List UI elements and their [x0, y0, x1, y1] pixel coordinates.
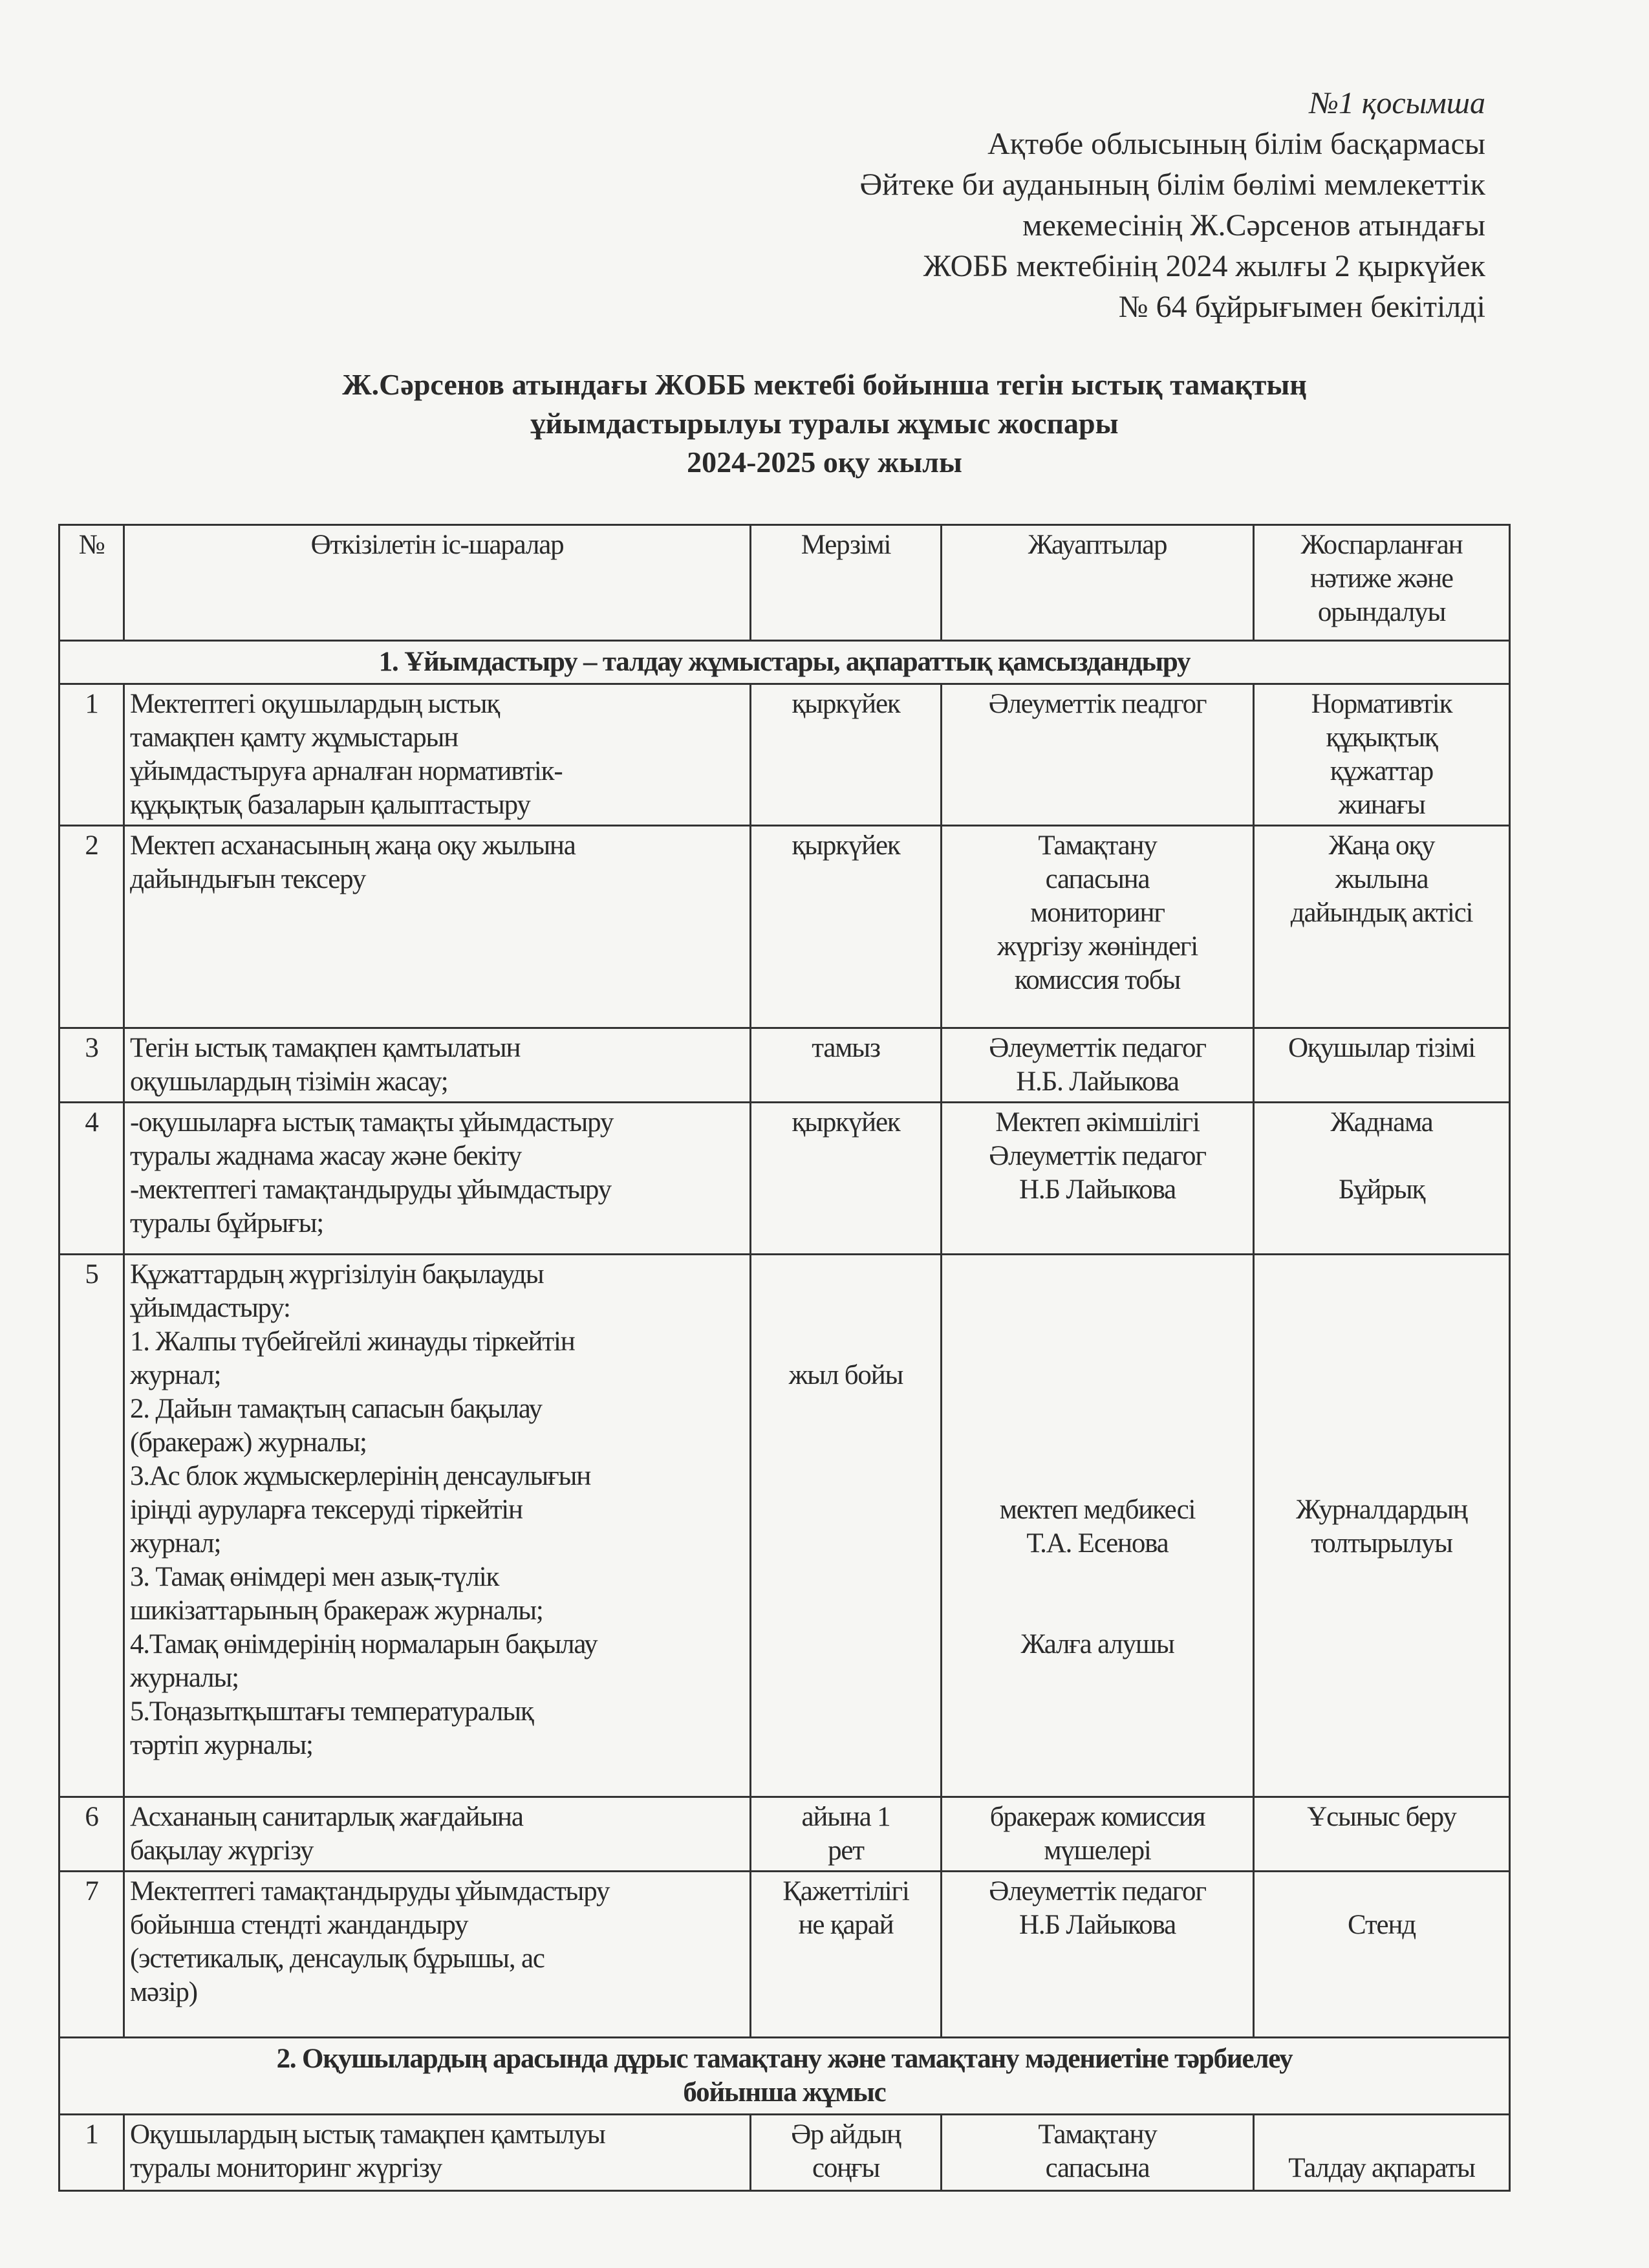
annex-number: №1 қосымша	[1309, 86, 1485, 120]
cell-expected-result: Оқушылар тізімі	[1254, 1028, 1510, 1103]
table-row	[59, 684, 1510, 826]
cell-responsible: Тамақтану сапасына мониторинг жүргізу жөніндегі комиссия тобы	[942, 826, 1254, 1028]
cell-expected-result: Талдау ақпараты	[1254, 2115, 1510, 2191]
table-row	[59, 1103, 1510, 1255]
cell-expected-result: Жаднама Бұйрық	[1254, 1103, 1510, 1255]
cell-deadline: айына 1 рет	[751, 1797, 942, 1872]
cell-row-number: 1	[59, 684, 124, 826]
table-header-row	[59, 525, 1510, 641]
cell-activity: Құжаттардың жүргізілуін бақылауды ұйымдастыру: 1. Жалпы түбейгейлі жинауды тіркейтін журнал; 2. Дайын тамақтың сапасын бақылау (бракераж) журналы; 3.Ас блок жұмыскерлерінің денсаулығын іріңді ауруларға тексеруді тіркейтін журнал; 3. Тамақ өнімдері мен азық-түлік шикізаттарының бракераж журналы; 4.Тамақ өнімдерінің нормаларын бақылау журналы; 5.Тоңазытқыштағы температуралық тәртіп журналы;	[124, 1255, 751, 1797]
cell-expected-result: Нормативтік құқықтық құжаттар жинағы	[1254, 684, 1510, 826]
title-line: 2024-2025 оқу жылы	[687, 446, 962, 479]
approval-line: Әйтеке би ауданының білім бөлімі мемлекеттік	[859, 167, 1485, 202]
document-title	[0, 365, 1649, 482]
cell-responsible: Әлеуметтік педагог Н.Б. Лайыкова	[942, 1028, 1254, 1103]
cell-activity: Оқушылардың ыстық тамақпен қамтылуы туралы мониторинг жүргізу	[124, 2115, 751, 2191]
cell-expected-result: Ұсыныс беру	[1254, 1797, 1510, 1872]
cell-row-number: 7	[59, 1872, 124, 2038]
header-responsible: Жауаптылар	[942, 525, 1254, 641]
cell-activity: Мектептегі тамақтандыруды ұйымдастыру бойынша стендті жандандыру (эстетикалық, денсаулық бұрышы, ас мәзір)	[124, 1872, 751, 2038]
table-row	[59, 2115, 1510, 2191]
section-heading-row	[59, 641, 1510, 684]
title-line: ұйымдастырылуы туралы жұмыс жоспары	[530, 407, 1119, 440]
cell-deadline: қыркүйек	[751, 1103, 942, 1255]
cell-activity: Мектептегі оқушылардың ыстық тамақпен қамту жұмыстарын ұйымдастыруға арналған нормативтік- құқықтық базаларын қалыптастыру	[124, 684, 751, 826]
cell-deadline: қыркүйек	[751, 684, 942, 826]
table-row	[59, 1797, 1510, 1872]
approval-stamp-text	[860, 83, 1486, 327]
table-row	[59, 1028, 1510, 1103]
table-row	[59, 1872, 1510, 2038]
approval-line: ЖОББ мектебінің 2024 жылғы 2 қыркүйек	[923, 249, 1485, 283]
approval-line: мекемесінің Ж.Сәрсенов атындағы	[1022, 208, 1485, 243]
approval-line: Ақтөбе облысының білім басқармасы	[987, 127, 1485, 161]
header-number: №	[59, 525, 124, 641]
cell-responsible: Мектеп әкімшілігі Әлеуметтік педагог Н.Б Лайыкова	[942, 1103, 1254, 1255]
cell-deadline: жыл бойы	[751, 1255, 942, 1797]
cell-activity: -оқушыларға ыстық тамақты ұйымдастыру туралы жаднама жасау және бекіту -мектептегі тамақтандыруды ұйымдастыру туралы бұйрығы;	[124, 1103, 751, 1255]
cell-row-number: 5	[59, 1255, 124, 1797]
cell-responsible: мектеп медбикесі Т.А. Есенова Жалға алушы	[942, 1255, 1254, 1797]
cell-row-number: 2	[59, 826, 124, 1028]
header-expected-result: Жоспарланған нәтиже және орындалуы	[1254, 525, 1510, 641]
header-activities: Өткізілетін іс-шаралар	[124, 525, 751, 641]
cell-row-number: 4	[59, 1103, 124, 1255]
cell-deadline: тамыз	[751, 1028, 942, 1103]
cell-row-number: 1	[59, 2115, 124, 2191]
table-row	[59, 826, 1510, 1028]
cell-expected-result: Журналдардың толтырылуы	[1254, 1255, 1510, 1797]
cell-row-number: 3	[59, 1028, 124, 1103]
section-heading: 1. Ұйымдастыру – талдау жұмыстары, ақпараттық қамсыздандыру	[59, 641, 1510, 684]
cell-responsible: Әлеуметтік пеадгог	[942, 684, 1254, 826]
cell-deadline: Қажеттілігі не қарай	[751, 1872, 942, 2038]
cell-expected-result: Жаңа оқу жылына дайындық актісі	[1254, 826, 1510, 1028]
cell-deadline: қыркүйек	[751, 826, 942, 1028]
header-deadline: Мерзімі	[751, 525, 942, 641]
section-heading-row	[59, 2038, 1510, 2115]
table-row	[59, 1255, 1510, 1797]
cell-activity: Тегін ыстық тамақпен қамтылатын оқушылардың тізімін жасау;	[124, 1028, 751, 1103]
cell-responsible: бракераж комиссия мүшелері	[942, 1797, 1254, 1872]
cell-deadline: Әр айдың соңғы	[751, 2115, 942, 2191]
cell-responsible: Тамақтану сапасына	[942, 2115, 1254, 2191]
cell-activity: Мектеп асханасының жаңа оқу жылына дайындығын тексеру	[124, 826, 751, 1028]
work-plan-table	[58, 524, 1511, 2192]
cell-row-number: 6	[59, 1797, 124, 1872]
approval-line: № 64 бұйрығымен бекітілді	[1118, 290, 1485, 324]
title-line: Ж.Сәрсенов атындағы ЖОББ мектебі бойынша тегін ыстық тамақтың	[342, 368, 1307, 401]
cell-activity: Асхананың санитарлық жағдайына бақылау жүргізу	[124, 1797, 751, 1872]
cell-responsible: Әлеуметтік педагог Н.Б Лайыкова	[942, 1872, 1254, 2038]
section-heading: 2. Оқушылардың арасында дұрыс тамақтану және тамақтану мәдениетіне тәрбиелеу бойынша жұмыс	[59, 2038, 1510, 2115]
cell-expected-result: Стенд	[1254, 1872, 1510, 2038]
